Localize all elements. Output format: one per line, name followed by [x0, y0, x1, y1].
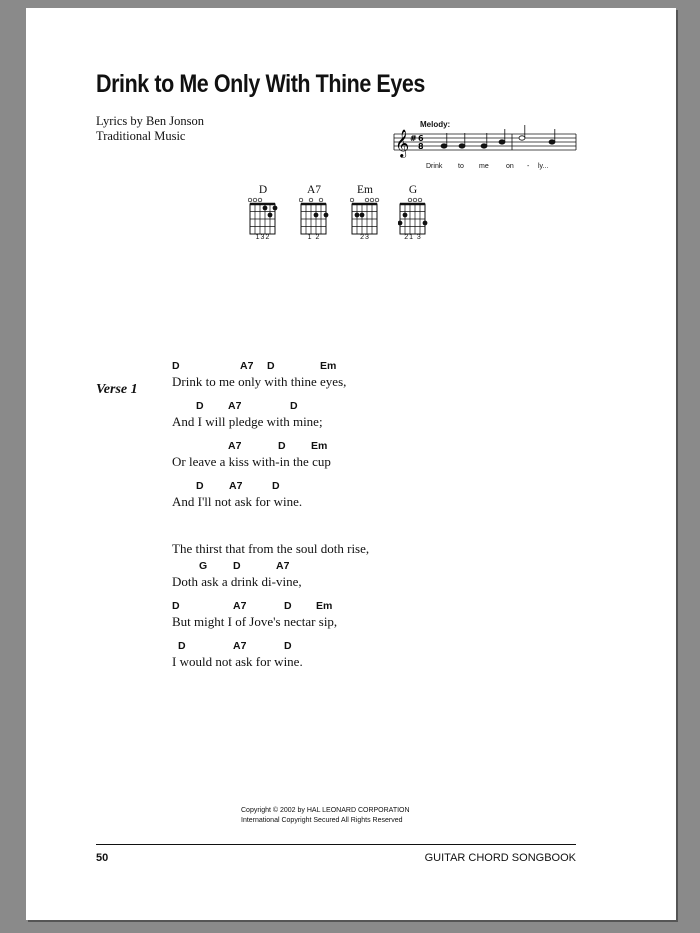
chord-fingering: 23	[360, 234, 370, 241]
lyric-line	[172, 640, 572, 680]
lyric-line	[172, 600, 572, 640]
credits	[96, 114, 204, 144]
chord-symbol: D	[233, 560, 241, 572]
melody-syllable: on	[506, 163, 514, 170]
chord-fingering: 21 3	[404, 234, 422, 241]
chord-symbol: D	[278, 440, 286, 452]
chord-symbol: D	[267, 360, 275, 372]
copyright-line: Copyright © 2002 by HAL LEONARD CORPORATION	[241, 807, 410, 814]
chord-symbol: D	[290, 400, 298, 412]
chord-symbol: G	[199, 560, 208, 572]
chord-fingering: 132	[255, 234, 271, 241]
chord-row	[172, 400, 572, 414]
lyric-line	[172, 560, 572, 600]
treble-clef-icon: 𝄞	[395, 129, 410, 157]
chord-symbol: D	[284, 640, 292, 652]
chord-diagram-d	[248, 184, 288, 254]
melody-staff	[388, 116, 578, 166]
lyric-text: I would not ask for wine.	[172, 654, 303, 669]
lyric-text: Or leave a kiss with-in the cup	[172, 454, 331, 469]
chord-row	[172, 527, 572, 541]
melody-label: Melody:	[420, 120, 451, 129]
chord-symbol: D	[284, 600, 292, 612]
verse-label: Verse 1	[96, 382, 138, 397]
chord-symbol: Em	[316, 600, 333, 612]
chord-symbol: D	[172, 360, 180, 372]
chord-diagram-name: Em	[357, 184, 373, 196]
chord-diagram-name: A7	[306, 184, 322, 196]
fretboard-icon	[350, 197, 380, 237]
song-title: Drink to Me Only With Thine Eyes	[96, 70, 425, 98]
melody-syllable: me	[479, 163, 489, 170]
svg-text:#: #	[410, 134, 417, 143]
copyright-notice	[241, 806, 410, 826]
chord-row	[172, 480, 572, 494]
chord-symbol: D	[196, 400, 204, 412]
lyric-line	[172, 400, 572, 440]
chord-symbol: D	[178, 640, 186, 652]
chord-diagram-name: D	[258, 184, 268, 196]
chord-row	[172, 360, 572, 374]
chord-row	[172, 640, 572, 654]
copyright-line: International Copyright Secured All Rights Reserved	[241, 817, 403, 824]
melody-syllable: ly...	[538, 163, 549, 170]
melody-syllable: to	[458, 163, 464, 170]
chord-symbol: A7	[228, 440, 242, 452]
lyric-text: But might I of Jove's nectar sip,	[172, 614, 338, 629]
chord-symbol: A7	[233, 600, 247, 612]
chord-symbol: A7	[229, 480, 243, 492]
chord-symbol: D	[272, 480, 280, 492]
lyric-line	[172, 360, 572, 400]
lyric-text: And I will pledge with mine;	[172, 414, 323, 429]
chord-symbol: A7	[240, 360, 254, 372]
lyric-text: Drink to me only with thine eyes,	[172, 374, 347, 389]
svg-text:8: 8	[418, 142, 424, 151]
melody-syllable: -	[527, 163, 530, 170]
music-credit: Traditional Music	[96, 129, 186, 143]
chord-symbol: A7	[228, 400, 242, 412]
svg-text:6: 6	[418, 134, 424, 143]
chord-symbol: A7	[276, 560, 290, 572]
chord-symbol: D	[196, 480, 204, 492]
page-number: 50	[96, 852, 109, 864]
fretboard-icon	[299, 197, 329, 237]
footer-divider	[96, 844, 576, 845]
chord-diagram-name: G	[408, 184, 418, 196]
lyric-line	[172, 480, 572, 520]
lyric-line	[172, 440, 572, 480]
chord-symbol: Em	[311, 440, 328, 452]
chord-symbol: A7	[233, 640, 247, 652]
lyric-text: Doth ask a drink di-vine,	[172, 574, 302, 589]
chord-diagram-g	[398, 184, 438, 254]
chord-symbol: Em	[320, 360, 337, 372]
lyric-text: The thirst that from the soul doth rise,	[172, 541, 370, 556]
melody-syllable: Drink	[426, 163, 443, 170]
chord-row	[172, 560, 572, 574]
chord-diagram-em	[350, 184, 390, 254]
chord-symbol: D	[172, 600, 180, 612]
fretboard-icon	[398, 197, 428, 237]
melody-excerpt	[388, 116, 578, 176]
lyricist-credit: Lyrics by Ben Jonson	[96, 114, 204, 128]
fretboard-icon	[248, 197, 278, 237]
book-title: GUITAR CHORD SONGBOOK	[424, 852, 576, 864]
chord-fingering: 1 2	[307, 234, 321, 241]
chord-row	[172, 600, 572, 614]
chord-row	[172, 440, 572, 454]
sheet-page	[26, 8, 676, 920]
lyric-text: And I'll not ask for wine.	[172, 494, 303, 509]
chord-diagram-a7	[299, 184, 339, 254]
